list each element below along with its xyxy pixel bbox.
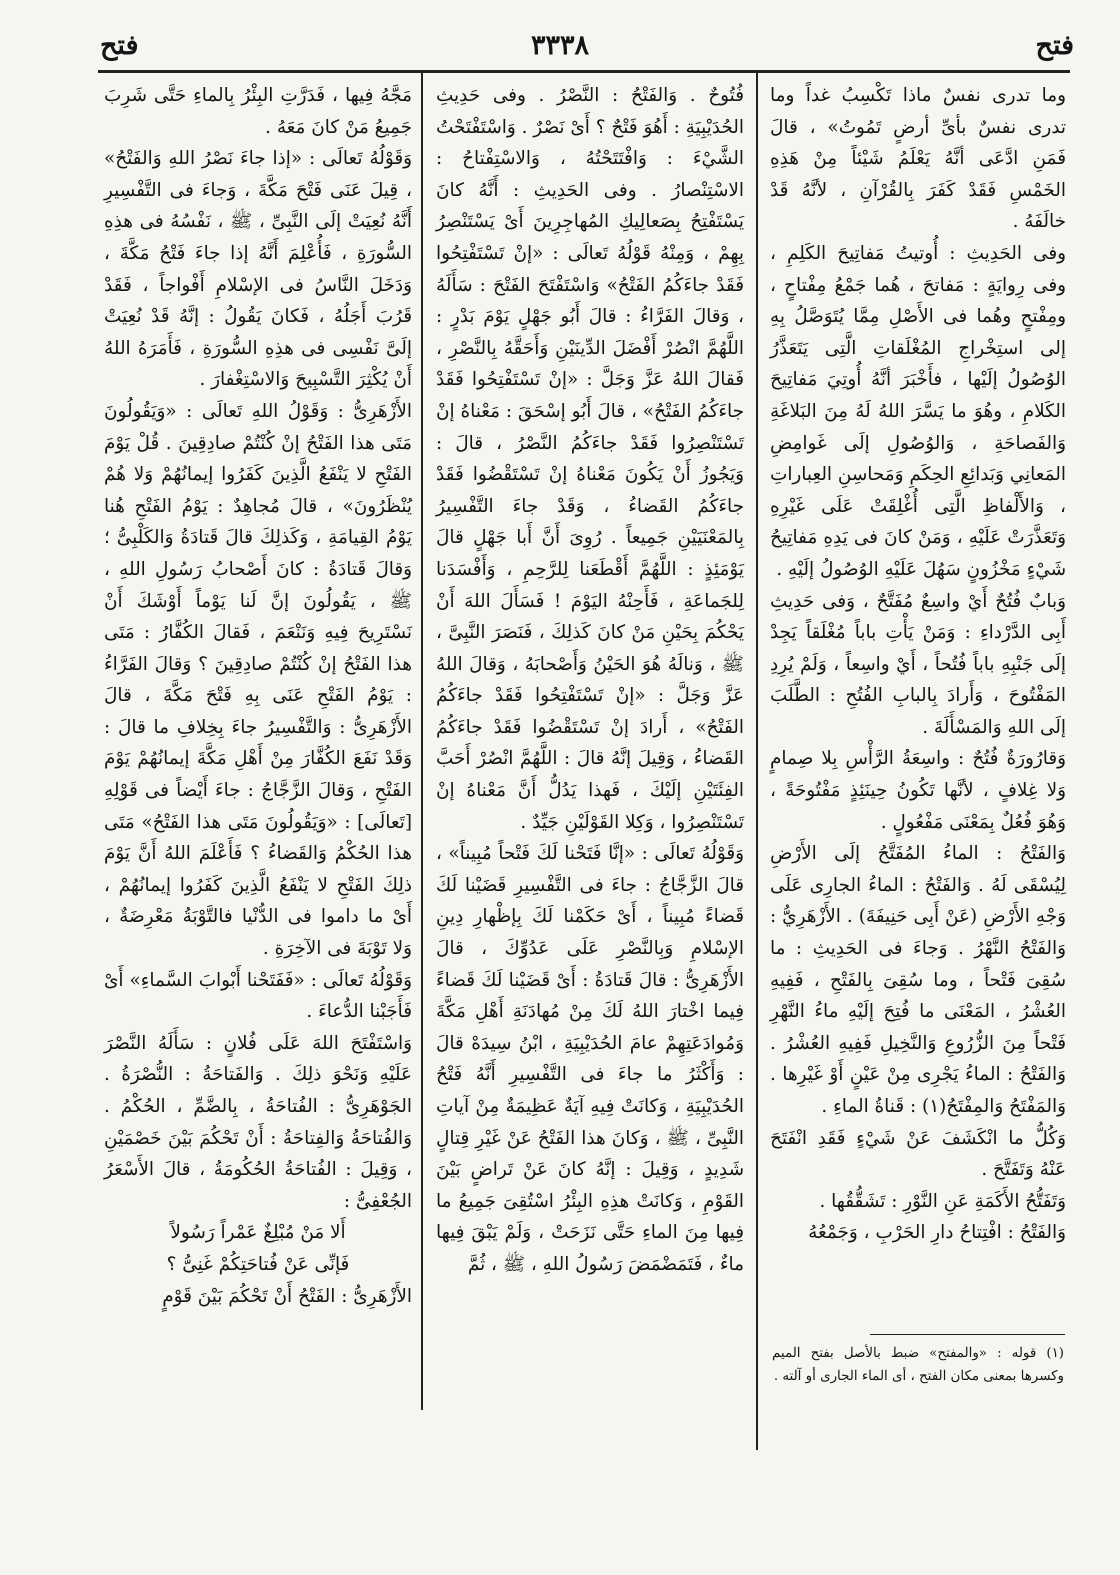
paragraph: وَقارُورَةٌ فُتُحٌ : واسِعَةُ الرَّأْسِ بِلا صِمامٍ وَلا غِلافٍ ، لأنَّها تَكُونُ حِينَئِذٍ مَفْتُوحَةً ، وَهُوَ فُعُلٌ بِمَعْنَى مَفْعُولٍ . (770, 748, 1066, 833)
paragraph: وفى الحَدِيثِ : أُوتيتُ مَفاتِيحَ الكَلِمِ ، وفى رِوايَةٍ : مَفاتحَ ، هُما جَمْعُ مِفْتاحٍ ، ومِفْتحٍ وهُما فى الأَصْلِ مِمَّا يُتَوَصَّلُ بِهِ إلى استِخْراجِ المُغْلَقاتِ الَّتِى يَتَعَذَّرُ الوُصُولُ إلَيْها ، فأَخْبَرَ أنَّهُ أُوتِيَ مَفاتِيحَ الكَلامِ ، وهُوَ ما يَسَّرَ اللهُ لَهُ مِنَ البَلاغَةِ وَالفَصاحَةِ ، وَالوُصُولِ إلَى غَوامِضِ المَعانِي وَبَدائِعِ الحِكَمِ وَمَحاسِنِ العِباراتِ ، وَالأَلْفاظِ الَّتِى أُغْلِقَتْ عَلَى غَيْرِهِ وَتَعَذَّرَتْ عَلَيْهِ ، وَمَنْ كانَ فى يَدِهِ مَفاتِيحُ شَيْءٍ مَخْزُونٍ سَهُلَ عَلَيْهِ الوُصُولُ إلَيْهِ . (770, 242, 1066, 580)
page-number: ٣٣٣٨ (530, 30, 589, 61)
header-rule (98, 70, 1070, 73)
paragraph: وَبابٌ فُتُحٌ أَيْ واسِعٌ مُفَتَّحٌ ، وَفى حَدِيثِ أَبِى الدَّرْداءِ : وَمَنْ يَأْتِ باباً مُغْلَقاً يَجِدْ إلَى جَنْبِهِ باباً فُتُحاً ، أَيْ واسِعاً ، وَلَمْ يُرِدِ المَفْتُوحَ ، وَأَرادَ بِالبابِ الفُتُحِ : الطَّلَبَ إلَى اللهِ وَالمَسْأَلَةَ . (770, 590, 1066, 738)
column-middle (436, 80, 744, 1281)
verse-line: أَلا مَنْ مُبْلِغٌ عَمْراً رَسُولاً (170, 1222, 346, 1244)
paragraph: وَقَوْلُهُ تَعالَى : «فَفَتَحْنا أَبْوابَ السَّماءِ» أَىْ فَأَجَبْنا الدُّعاءَ . (104, 969, 412, 1023)
paragraph: وَكُلُّ ما انْكَشَفَ عَنْ شَيْءٍ فَقَدِ انْفَتَحَ عَنْهُ وَتَفَتَّحَ . (770, 1127, 1066, 1181)
paragraph: وَقَوْلُهُ تَعالَى : «إذا جاءَ نَصْرُ اللهِ وَالفَتْحُ» ، قِيلَ عَنَى فَتْحَ مَكَّةَ ، وَجاءَ فى التَّفْسِيرِ أَنَّهُ نُعِيَتْ إلَى النَّبِىِّ ، ﷺ ، نَفْسُهُ فى هذِهِ السُّورَةِ ، فَأُعْلِمَ أَنَّهُ إذا جاءَ فَتْحُ مَكَّةَ ، وَدَخَلَ النَّاسُ فى الإسْلامِ أَفْواجاً ، فَقَدْ قَرُبَ أَجَلُهُ ، فَكانَ يَقُولُ : إنَّهُ قَدْ نُعِيَتْ إلَىَّ نَفْسِى فى هذِهِ السُّورَةِ ، فَأَمَرَهُ اللهُ أَنْ يُكْثِرَ التَّسْبِيحَ وَالاسْتِغْفارَ . (104, 148, 412, 391)
paragraph: وَقَوْلُهُ تَعالَى : «إنَّا فَتَحْنا لَكَ فَتْحاً مُبِيناً» ، قالَ الزَّجَّاجُ : جاءَ فى التَّفْسِيرِ قَضَيْنا لَكَ قَضاءً مُبِيناً ، أَىْ حَكَمْنا لَكَ بِإظْهارِ دِينِ الإسْلامِ وَبِالنَّصْرِ عَلَى عَدُوِّكَ ، قالَ الأَزْهَرِىُّ : قالَ قَتادَةُ : أَىْ قَضَيْنا لَكَ قَضاءً فِيما اخْتارَ اللهُ لَكَ مِنْ مُهادَنَةِ أَهْلِ مَكَّةَ وَمُوادَعَتِهِمْ عامَ الحُدَيْبِيَةِ ، ابْنُ سِيدَهْ قالَ : وَأَكْثَرُ ما جاءَ فى التَّفْسِيرِ أَنَّهُ فَتْحُ الحُدَيْبِيَةِ ، وَكانَتْ فِيهِ آيَةٌ عَظِيمَةٌ مِنْ آياتِ النَّبِىِّ ، ﷺ ، وَكانَ هذا الفَتْحُ عَنْ غَيْرِ قِتالٍ شَدِيدٍ ، وَقِيلَ : إنَّهُ كانَ عَنْ تَراضٍ بَيْنَ القَوْمِ ، وَكانَتْ هذِهِ البِئْرُ اسْتُقِىَ جَمِيعُ ما فِيها مِنَ الماءِ حَتَّى نَزَحَتْ ، وَلَمْ يَبْقَ فِيها ماءٌ ، فَتَمَضْمَضَ رَسُولُ اللهِ ، ﷺ ، ثُمَّ (436, 843, 744, 1275)
column-divider-right (756, 72, 758, 1450)
column-right (770, 80, 1066, 1249)
verse-line: فَإنِّى عَنْ فُتاحَتِكُمْ غَنِىُّ ؟ (166, 1253, 350, 1275)
paragraph: وَالفَتْحُ : افْتِتاحُ دارِ الحَرْبِ ، وَجَمْعُهُ (808, 1222, 1066, 1244)
header-word-left: فتح (100, 30, 139, 61)
page-header (0, 30, 1120, 70)
paragraph: وَتَفَتُّحُ الأَكَمَةِ عَنِ النَّوْرِ : تَشَقُّقُها . (819, 1190, 1066, 1212)
paragraph: وَالفَتْحُ : الماءُ المُفَتَّحُ إلَى الأَرْضِ لِيُسْقَى لَهُ . وَالفَتْحُ : الماءُ الجارِى عَلَى وَجْهِ الأَرْضِ (عَنْ أَبِى حَنِيفَةَ) . الأَزْهَرِيُّ : وَالفَتْحُ النَّهْرُ . وَجاءَ فى الحَدِيثِ : ما سُقِىَ فَتْحاً ، وما سُقِىَ بِالفَتْحِ ، فَفِيهِ العُشْرُ ، المَعْنَى ما فُتِحَ إلَيْهِ ماءُ النَّهْرِ فَتْحاً مِنَ الزُّرُوعِ وَالنَّخِيلِ فَفِيهِ العُشْرُ . وَالفَتْحُ : الماءُ يَجْرِى مِنْ عَيْنٍ أَوْ غَيْرِها . وَالمَفْتَحُ وَالمِفْتَحُ(١) : قَناةُ الماءِ . (770, 843, 1066, 1117)
paragraph: الأَزْهَرِىُّ : الفَتْحُ أَنْ تَحْكُمَ بَيْنَ قَوْمٍ (162, 1285, 412, 1307)
paragraph: وَاسْتَفْتَحَ اللهَ عَلَى فُلانٍ : سَأَلَهُ النَّصْرَ عَلَيْهِ وَنَحْوَ ذلِكَ . وَالفَتاحَةُ : النُّصْرَةُ . الجَوْهَرِىُّ : الفُتاحَةُ ، بِالضَّمِّ ، الحُكْمُ . وَالفُتاحَةُ وَالفِتاحَةُ : أَنْ تَحْكُمَ بَيْنَ خَصْمَيْنِ ، وَقِيلَ : الفُتاحَةُ الحُكُومَةُ ، قالَ الأَسْعَرُ الجُعْفِىُّ : (104, 1032, 412, 1212)
paragraph: فُتُوحٌ . وَالفَتْحُ : النَّصْرُ . وفى حَدِيثِ الحُدَيْبِيَةِ : أَهُوَ فَتْحٌ ؟ أَىْ نَصْرٌ . وَاسْتَفْتَحْتُ الشَّيْءَ : وَافْتَتَحْتُهُ ، وَالاسْتِفْتاحُ : الاسْتِنْصارُ . وفى الحَدِيثِ : أَنَّهُ كانَ يَسْتَفْتِحُ بِصَعالِيكِ المُهاجِرِينَ أَىْ يَسْتَنْصِرُ بِهِمْ ، وَمِنْهُ قَوْلُهُ تَعالَى : «إنْ تَسْتَفْتِحُوا فَقَدْ جاءَكُمُ الفَتْحُ» وَاسْتَفْتَحَ الفَتْحَ : سَأَلَهُ ، وَقالَ الفَرَّاءُ : قالَ أَبُو جَهْلٍ يَوْمَ بَدْرٍ : اللَّهُمَّ انْصُرْ أَفْضَلَ الدِّينَيْنِ وَأَحَقَّهُ بِالنَّصْرِ ، فَقالَ اللهُ عَزَّ وَجَلَّ : «إنْ تَسْتَفْتِحُوا فَقَدْ جاءَكُمُ الفَتْحُ» ، قالَ أَبُو إسْحَقَ : مَعْناهُ إنْ تَسْتَنْصِرُوا فَقَدْ جاءَكُمُ النَّصْرُ ، قالَ : وَيَجُوزُ أَنْ يَكُونَ مَعْناهُ إنْ تَسْتَقْضُوا فَقَدْ جاءَكُمُ القَضاءُ ، وَقَدْ جاءَ التَّفْسِيرُ بِالمَعْنَيَيْنِ جَمِيعاً . رُوِىَ أَنَّ أَبا جَهْلٍ قالَ يَوْمَئِذٍ : اللَّهُمَّ أَقْطَعَنا لِلرَّحِمِ ، وَأَفْسَدَنا لِلجَماعَةِ ، فَأَحِنْهُ اليَوْمَ ! فَسَأَلَ اللهَ أَنْ يَحْكُمَ بِحَيْنِ مَنْ كانَ كَذلِكَ ، فَنَصَرَ النَّبِىَّ ، ﷺ ، وَنالَهُ هُوَ الحَيْنُ وَأَصْحابَهُ ، وَقالَ اللهُ عَزَّ وَجَلَّ : «إنْ تَسْتَفْتِحُوا فَقَدْ جاءَكُمُ الفَتْحُ» ، أَرادَ إنْ تَسْتَقْضُوا فَقَدْ جاءَكُمُ القَضاءُ ، وَقِيلَ إنَّهُ قالَ : اللَّهُمَّ انْصُرْ أَحَبَّ الفِئَتَيْنِ إلَيْكَ ، فَهذا يَدُلُّ أَنَّ مَعْناهُ إنْ تَسْتَنْصِرُوا ، وَكِلا القَوْلَيْنِ جَيِّدٌ . (436, 85, 744, 833)
paragraph: مَجَّهُ فِيها ، فَدَرَّتِ البِئْرُ بِالماءِ حَتَّى شَرِبَ جَمِيعُ مَنْ كانَ مَعَهُ . (104, 85, 412, 138)
column-divider-left (421, 72, 423, 1410)
footnote: (١) قوله : «والمفتح» ضبط بالأصل بفتح الميم وكسرها بمعنى مكان الفتح ، أى الماء الجارى أو آلته . (772, 1346, 1064, 1384)
column-left (104, 80, 412, 1312)
paragraph: الأَزْهَرِىُّ : وَقَوْلُ اللهِ تَعالَى : «وَيَقُولُونَ مَتَى هذا الفَتْحُ إنْ كُنْتُمْ صادِقِينَ . قُلْ يَوْمَ الفَتْحِ لا يَنْفَعُ الَّذِينَ كَفَرُوا إيمانُهُمْ وَلا هُمْ يُنْظَرُونَ» ، قالَ مُجاهِدٌ : يَوْمُ الفَتْحِ هُنا يَوْمُ القِيامَةِ ، وَكَذلِكَ قالَ قَتادَةُ وَالكَلْبِىُّ ؛ وَقالَ قَتادَةُ : كانَ أَصْحابُ رَسُولِ اللهِ ، ﷺ ، يَقُولُونَ إنَّ لَنا يَوْماً أَوْشَكَ أَنْ نَسْتَرِيحَ فِيهِ وَنَنْعَمَ ، فَقالَ الكُفَّارُ : مَتَى هذا الفَتْحُ إنْ كُنْتُمْ صادِقِينَ ؟ وَقالَ الفَرَّاءُ : يَوْمُ الفَتْحِ عَنَى بِهِ فَتْحَ مَكَّةَ ، قالَ الأَزْهَرِىُّ : وَالتَّفْسِيرُ جاءَ بِخِلافِ ما قالَ : وَقَدْ نَفَعَ الكُفَّارَ مِنْ أَهْلِ مَكَّةَ إيمانُهُمْ يَوْمَ الفَتْحِ ، وَقالَ الزَّجَّاجُ : جاءَ أَيْضاً فى قَوْلِهِ [تَعالَى] : «وَيَقُولُونَ مَتَى هذا الفَتْحُ» مَتَى هذا الحُكْمُ وَالقَضاءُ ؟ فَأَعْلَمَ اللهُ أَنَّ يَوْمَ ذلِكَ الفَتْحِ لا يَنْفَعُ الَّذِينَ كَفَرُوا إيمانُهُمْ ، أَىْ ما داموا فى الدُّنْيا فالتَّوْبَةُ مَعْرِضَةٌ ، وَلا تَوْبَةَ فى الآخِرَةِ . (104, 400, 412, 960)
footnote-rule (870, 1334, 1065, 1335)
header-word-right: فتح (1035, 30, 1074, 61)
paragraph: وما تدرى نفسٌ ماذا تَكْسِبُ غداً وما تدرى نفسٌ بأىِّ أرضٍ تَمُوتُ» ، قالَ فَمَنِ ادَّعَى أنَّهُ يَعْلَمُ شَيْئاً مِنْ هَذِهِ الخَمْسِ فَقَدْ كَفَرَ بِالقُرْآنِ ، لأنَّهُ قَدْ خالَفَهُ . (770, 85, 1066, 233)
